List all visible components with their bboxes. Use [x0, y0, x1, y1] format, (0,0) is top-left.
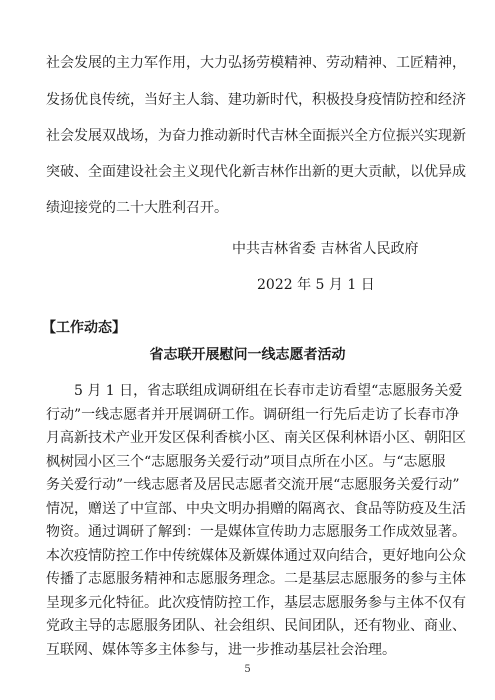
issuer-signature: 中共吉林省委 吉林省人民政府 — [232, 241, 419, 257]
issue-date: 2022 年 5 月 1 日 — [257, 277, 375, 293]
body-line: 传播了志愿服务精神和志愿服务理念。二是基层志愿服务的参与主体 — [46, 571, 466, 587]
page-number: 5 — [244, 664, 251, 675]
body-line: 突破、全面建设社会主义现代化新吉林作出新的更大贡献，以优异成 — [46, 164, 466, 180]
body-line: 月高新技术产业开发区保利香槟小区、南关区保利林语小区、朝阳区 — [46, 430, 466, 446]
body-line: 互联网、媒体等多主体参与，进一步推动基层社会治理。 — [46, 641, 396, 658]
body-line: 务关爱行动”一线志愿者及居民志愿者交流开展“志愿服务关爱行动” — [46, 477, 460, 493]
body-line: 发扬优良传统，当好主人翁、建功新时代，积极投身疫情防控和经济 — [46, 92, 466, 108]
body-line: 党政主导的志愿服务团队、社会组织、民间团队，还有物业、商业、 — [46, 618, 466, 634]
section-label: 【工作动态】 — [42, 320, 126, 336]
body-line: 呈现多元化特征。此次疫情防控工作，基层志愿服务参与主体不仅有 — [46, 594, 466, 611]
body-line: 5 月 1 日，省志联组成调研组在长春市走访看望“志愿服务关爱 — [74, 383, 463, 399]
body-line: 物资。通过调研了解到：一是媒体宣传助力志愿服务工作成效显著。 — [46, 524, 466, 540]
body-line: 情况，赠送了中宣部、中央文明办捐赠的隔离衣、食品等防疫及生活 — [46, 500, 466, 517]
body-line: 枫树园小区三个“志愿服务关爱行动”项目点所在小区。与“志愿服 — [46, 453, 446, 470]
article-title: 省志联开展慰问一线志愿者活动 — [149, 347, 346, 363]
body-line: 行动”一线志愿者并开展调研工作。调研组一行先后走访了长春市净 — [46, 406, 460, 423]
body-line: 社会发展双战场，为奋力推动新时代吉林全面振兴全方位振兴实现新 — [46, 128, 466, 144]
body-line: 社会发展的主力军作用，大力弘扬劳模精神、劳动精神、工匠精神， — [46, 55, 466, 71]
body-line: 本次疫情防控工作中传统媒体及新媒体通过双向结合，更好地向公众 — [46, 547, 466, 564]
body-line: 绩迎接党的二十大胜利召开。 — [46, 200, 228, 216]
